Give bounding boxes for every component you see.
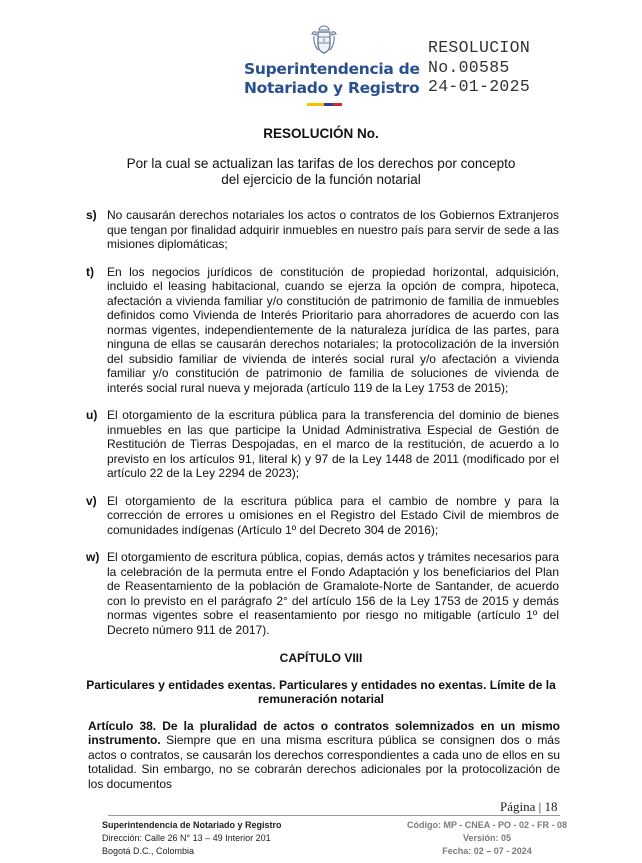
- footer-date: Fecha: 02 – 07 - 2024: [442, 846, 532, 856]
- subtitle-line-1: Por la cual se actualizan las tarifas de los derechos por concepto: [126, 156, 516, 171]
- chapter-title: CAPÍTULO VIII: [279, 651, 363, 665]
- item-text: El otorgamiento de la escritura pública para la transferencia del dominio de bienes inmuebles en las que participe la Unidad Administrativa Especial de Gestión de Restitución de Tierras Despojadas, en el marco de la restitución, de acuerdo a lo previsto en los artículos 91, literal k) y 97 de la Ley 1448 de 2011 (modificado por el artículo 22 de la Ley 2294 de 2023);: [107, 408, 559, 480]
- footer-divider: [108, 815, 560, 816]
- footer-code: Código: MP - CNEA - PO - 02 - FR - 08: [406, 820, 567, 830]
- footer-city: Bogotá D.C., Colombia: [102, 846, 195, 856]
- item-text: En los negocios jurídicos de constitución de propiedad horizontal, adquisición, incluido el leasing habitacional, cuando se ejerza la opción de compra, hipoteca, afectación a vivienda familiar y/o constitución de patrimonio de familia de inmuebles definidos como Vivienda de Interés Prioritario para ahorradores de acuerdo con las normas vigentes, independientemente de la naturaleza jurídica de las partes, para ninguna de ellas se causarán derechos notariales; la protocolización de la inversión del subsidio familiar de vivienda de interés social rural y/o afectación a vivienda familiar y/o constitución de patrimonio de familia de soluciones de vivienda de interés social rural nueva y mejorada (artículo 119 de la Ley 1753 de 2015);: [107, 264, 559, 395]
- list-item-t: [86, 264, 559, 396]
- list-item-w: [86, 550, 559, 637]
- subtitle-line-2: del ejercicio de la función notarial: [221, 172, 421, 187]
- page-footer: [0, 799, 642, 863]
- article-body: Siempre que en una misma escritura pública se consignen dos o más actos o contratos, se causarán los derechos correspondientes a cada uno de ellos en su totalidad. Sin embargo, no se cobrarán derechos adicionales por la protocolización de los documentos: [88, 733, 560, 791]
- resolution-stamp: [428, 38, 530, 97]
- resolution-title: RESOLUCIÓN No.: [263, 126, 379, 141]
- resolution-subtitle: [111, 156, 531, 188]
- page-header: [0, 0, 642, 114]
- document-body: [0, 126, 642, 791]
- article-heading: Artículo 38. De la pluralidad de actos o contratos solemnizados en un mismo instrumento.: [88, 718, 560, 747]
- flag-blue: [324, 103, 333, 106]
- list-item-v: [86, 493, 559, 538]
- snr-logo: [244, 24, 420, 106]
- page-number: Página | 18: [500, 799, 558, 814]
- footer-contact: [102, 819, 282, 858]
- footer-address: Dirección: Calle 26 N° 13 – 49 Interior 201: [102, 833, 271, 843]
- item-text: El otorgamiento de la escritura pública para el cambio de nombre y para la corrección de errores u omisiones en el Registro del Estado Civil de miembros de comunidades indígenas (Artículo 1º del Decreto 304 de 2016);: [107, 493, 559, 537]
- list-item-u: [86, 408, 559, 481]
- item-letter: s): [86, 208, 97, 222]
- item-text: El otorgamiento de escritura pública, copias, demás actos y trámites necesarios para la celebración de la permuta entre el Fondo Adaptación y los beneficiarios del Plan de Reasentamiento de la población de Gramalote-Norte de Santander, de acuerdo con lo previsto en el parágrafo 2° del artículo 156 de la Ley 1753 de 2015 y demás normas vigentes sobre el reasentamiento por riesgo no mitigable (artículo 1º del Decreto número 911 de 2017).: [107, 550, 559, 637]
- footer-doc-control: [398, 819, 576, 858]
- stamp-line-1: RESOLUCION: [428, 38, 531, 57]
- item-letter: t): [86, 264, 94, 279]
- brand-name: [244, 60, 420, 98]
- flag-yellow: [307, 103, 324, 106]
- list-item-s: [86, 208, 559, 252]
- item-letter: u): [86, 408, 98, 422]
- stamp-resolution-number: No.00585: [428, 57, 510, 77]
- footer-org: Superintendencia de Notariado y Registro: [102, 820, 282, 830]
- item-letter: v): [86, 493, 97, 508]
- chapter-subtitle: Particulares y entidades exentas. Particulares y entidades no exentas. Límite de la remuneración notarial: [86, 677, 556, 706]
- colombia-coat-of-arms-icon: [310, 24, 338, 56]
- colombia-flag-stripe: [307, 103, 342, 106]
- item-text: No causarán derechos notariales los actos o contratos de los Gobiernos Extranjeros que tengan por finalidad adquirir inmuebles en nuestro país para servir de sede a las misiones diplomáticas;: [107, 208, 559, 251]
- footer-version: Versión: 05: [462, 833, 512, 843]
- stamp-date: 24-01-2025: [428, 77, 531, 96]
- item-letter: w): [86, 550, 100, 564]
- brand-line-2: Notariado y Registro: [244, 79, 420, 97]
- brand-line-1: Superintendencia de: [244, 60, 420, 78]
- flag-red: [333, 103, 342, 106]
- article-38: [88, 719, 560, 792]
